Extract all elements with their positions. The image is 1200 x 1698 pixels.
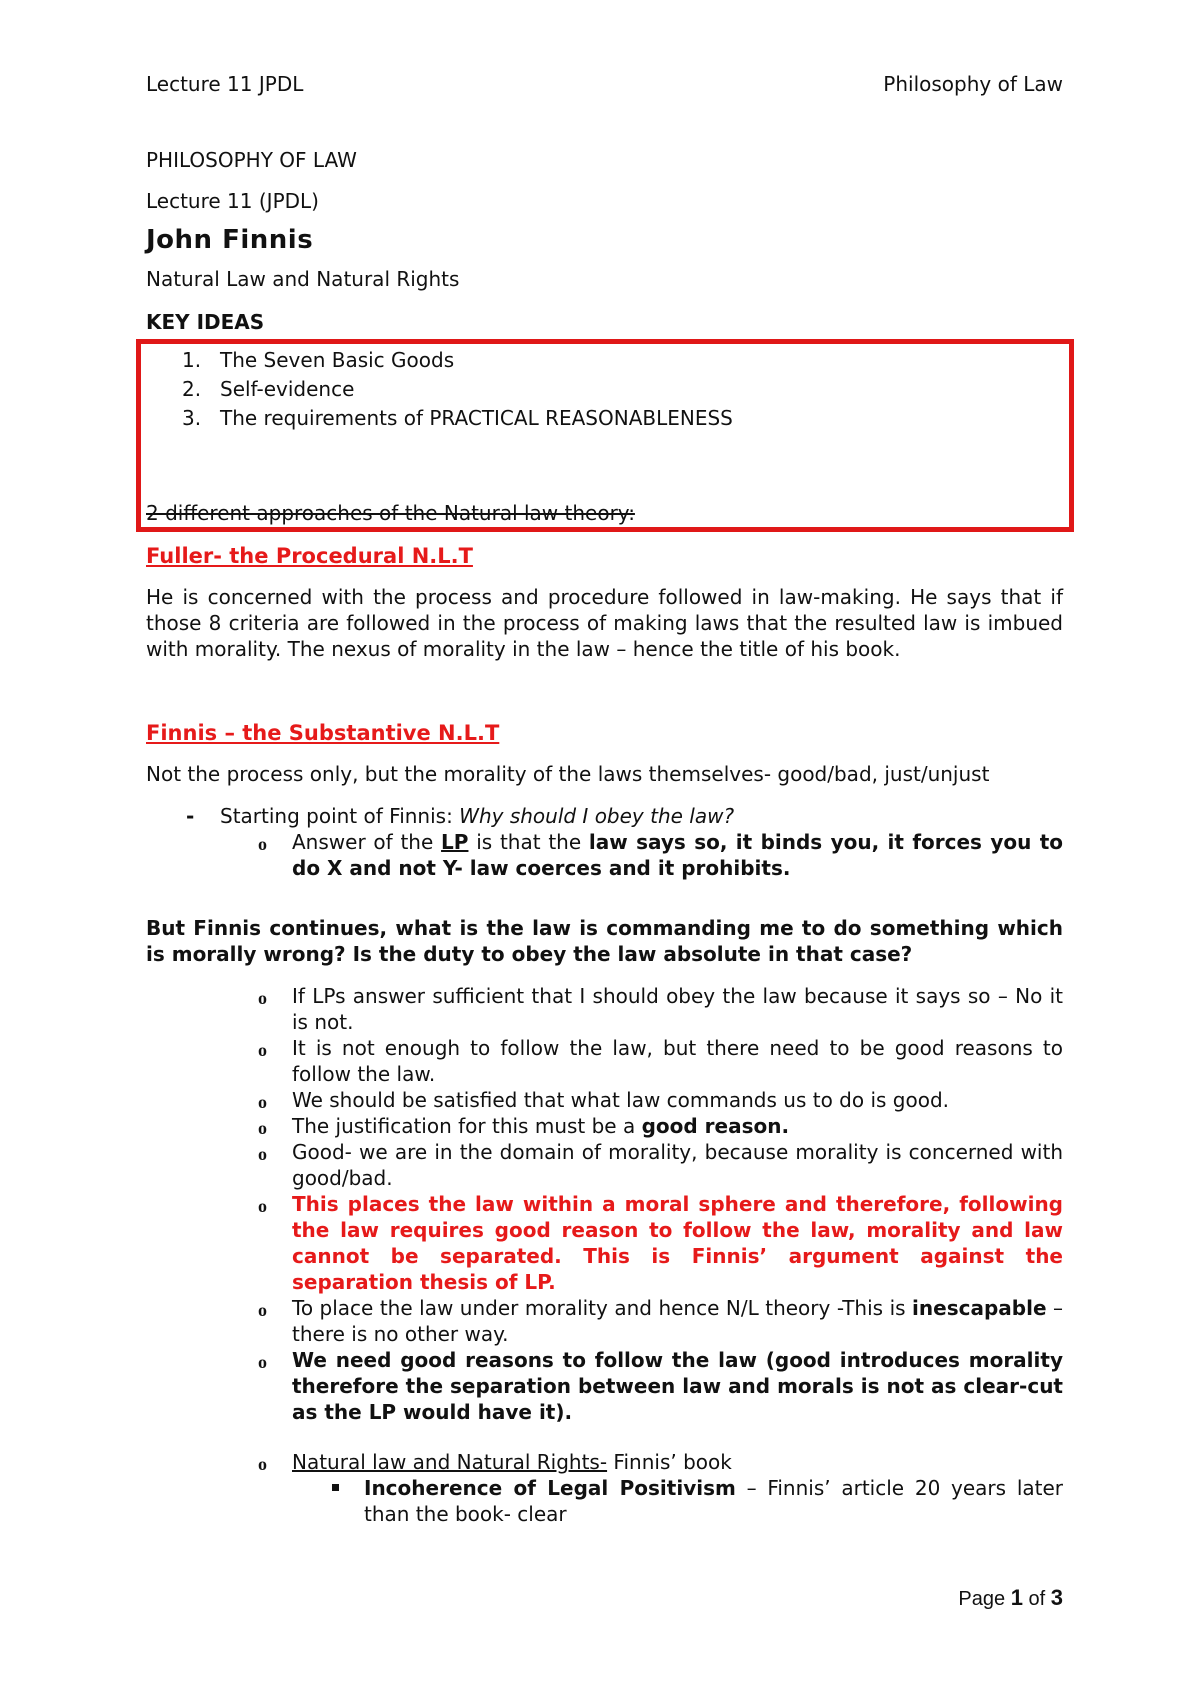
- starting-point-item: - Starting point of Finnis: Why should I obey the law?: [186, 804, 735, 828]
- book-item: o Natural law and Natural Rights- Finnis’ book: [258, 1450, 732, 1474]
- fuller-heading: Fuller- the Procedural N.L.T: [146, 544, 473, 568]
- argument-list: [146, 983, 1063, 1425]
- fuller-paragraph: He is concerned with the process and procedure followed in law-making. He says that if those 8 criteria are followed in the process of making laws that the resulted law is imbued with morality. The nexus of morality in the law – hence the title of his book.: [146, 585, 1063, 661]
- lecture-subtitle: Lecture 11 (JPDL): [146, 189, 319, 213]
- continues-paragraph: But Finnis continues, what is the law is commanding me to do something which is morally wrong? Is the duty to obey the law absolute in that case?: [146, 916, 1063, 966]
- header-right: Philosophy of Law: [883, 72, 1063, 96]
- argument-item: o To place the law under morality and hence N/L theory -This is inescapable – there is no other way.: [258, 1296, 1064, 1346]
- header-left: Lecture 11 JPDL: [146, 72, 304, 96]
- square-bullet: [332, 1484, 339, 1491]
- o-bullet: o: [258, 834, 267, 854]
- key-ideas-heading: KEY IDEAS: [146, 310, 265, 334]
- key-idea-item: 3. The requirements of PRACTICAL REASONABLENESS: [182, 406, 733, 430]
- argument-item: o It is not enough to follow the law, but there need to be good reasons to follow the law.: [258, 1036, 1063, 1086]
- argument-item: o If LPs answer sufficient that I should obey the law because it says so – No it is not.: [258, 984, 1063, 1034]
- key-idea-item: 1. The Seven Basic Goods: [182, 348, 455, 372]
- answer-item: o Answer of the LP is that the law says so, it binds you, it forces you to do X and not Y- law coerces and it prohibits.: [258, 830, 1064, 880]
- article-item: Incoherence of Legal Positivism – Finnis’ article 20 years later than the book- clear: [146, 1475, 1063, 1527]
- finnis-heading: Finnis – the Substantive N.L.T: [146, 721, 500, 745]
- argument-item-highlight: o This places the law within a moral sphere and therefore, following the law requires good reason to follow the law, morality and law cannot be separated. This is Finnis’ argument against the separation thesis of LP.: [258, 1192, 1063, 1294]
- argument-item: o Good- we are in the domain of morality, because morality is concerned with good/bad.: [258, 1140, 1063, 1190]
- document-body: [146, 147, 1063, 1527]
- document-title: PHILOSOPHY OF LAW: [146, 148, 357, 172]
- author-heading: John Finnis: [146, 225, 314, 255]
- approaches-line: 2 different approaches of the Natural law theory:: [146, 501, 635, 525]
- argument-item: o The justification for this must be a good reason.: [258, 1114, 790, 1138]
- key-ideas-list: [146, 347, 1063, 431]
- key-idea-item: 2. Self-evidence: [182, 377, 355, 401]
- dash-bullet: -: [186, 804, 195, 828]
- argument-item: o We should be satisfied that what law commands us to do is good.: [258, 1088, 950, 1112]
- argument-item: o We need good reasons to follow the law (good introduces morality therefore the separation between law and morals is not as clear-cut as the LP would have it).: [258, 1348, 1063, 1424]
- finnis-intro: Not the process only, but the morality of the laws themselves- good/bad, just/unjust: [146, 762, 990, 786]
- book-title: Natural Law and Natural Rights: [146, 267, 460, 291]
- page-footer: Page 1 of 3: [958, 1585, 1063, 1610]
